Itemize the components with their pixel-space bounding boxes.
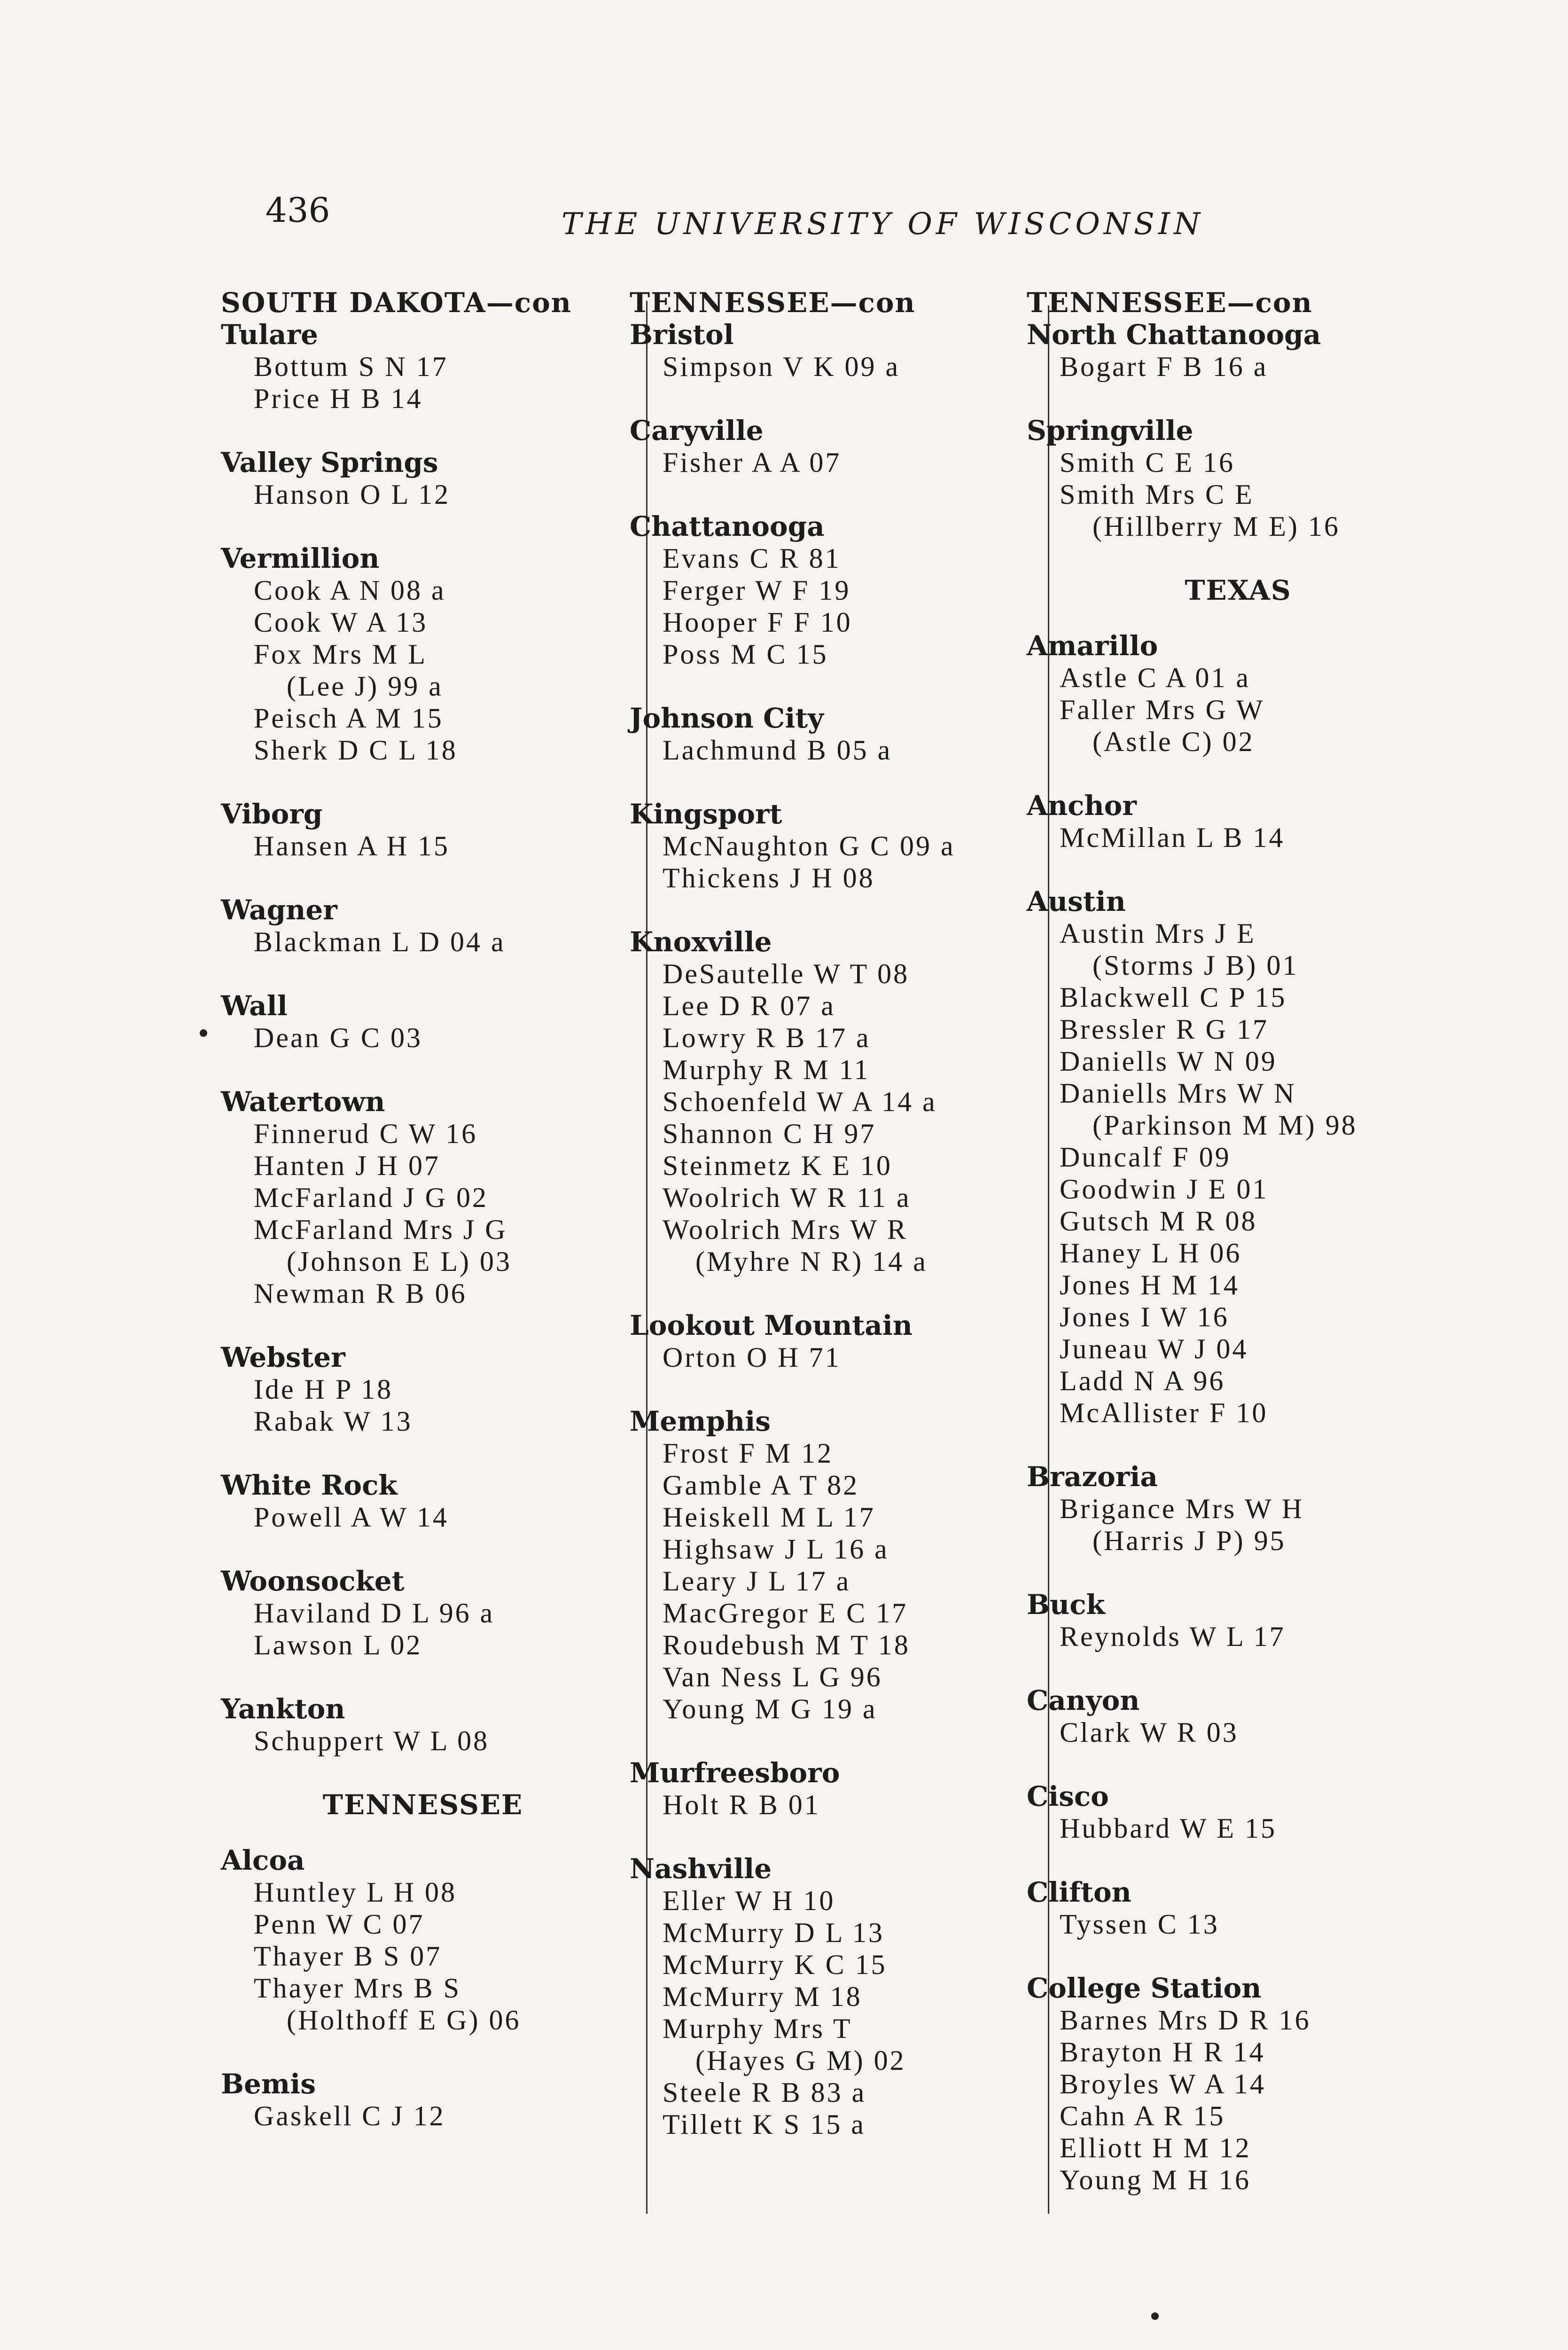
alumni-entry: (Storms J B) 01 (1092, 950, 1299, 981)
alumni-entry: Daniells W N 09 (1060, 1046, 1277, 1077)
town-block (1027, 1972, 1450, 2196)
town-block (1027, 630, 1450, 758)
alumni-entry: Broyles W A 14 (1060, 2068, 1266, 2099)
alumni-entry: Astle C A 01 a (1060, 662, 1251, 693)
alumni-entry: (Parkinson M M) 98 (1092, 1110, 1357, 1141)
alumni-entry: Faller Mrs G W (1060, 694, 1265, 725)
alumni-entry: (Astle C) 02 (1092, 726, 1255, 757)
alumni-entry: Woolrich W R 11 a (663, 1182, 911, 1213)
town-block (221, 319, 625, 415)
town-block (630, 415, 1043, 478)
alumni-entry: Clark W R 03 (1060, 1717, 1239, 1748)
state-heading: SOUTH DAKOTA—con (221, 287, 572, 319)
town-block (1027, 415, 1450, 542)
column-3 (1027, 287, 1450, 2228)
alumni-entry: Ladd N A 96 (1060, 1365, 1225, 1396)
town-name: Bemis (221, 2068, 316, 2100)
town-name: Yankton (221, 1693, 345, 1725)
alumni-entry: Jones I W 16 (1060, 1301, 1229, 1332)
town-block (1027, 1876, 1450, 1940)
alumni-entry: Reynolds W L 17 (1060, 1621, 1286, 1652)
alumni-entry: McAllister F 10 (1060, 1397, 1268, 1428)
alumni-entry: Haney L H 06 (1060, 1238, 1242, 1269)
town-block (1027, 1461, 1450, 1557)
alumni-entry: Lachmund B 05 a (663, 735, 892, 766)
alumni-entry: Peisch A M 15 (254, 703, 444, 734)
town-name: Alcoa (221, 1844, 305, 1876)
alumni-entry: Cahn A R 15 (1060, 2100, 1225, 2131)
town-name: College Station (1027, 1972, 1262, 2004)
alumni-entry: Thickens J H 08 (663, 862, 875, 893)
alumni-entry: McMillan L B 14 (1060, 822, 1285, 853)
alumni-entry: Barnes Mrs D R 16 (1060, 2005, 1311, 2036)
town-name: Wall (221, 990, 288, 1022)
alumni-entry: Leary J L 17 a (663, 1566, 851, 1597)
town-name: Murfreesboro (630, 1757, 840, 1789)
alumni-entry: Lowry R B 17 a (663, 1022, 871, 1053)
alumni-entry: Ferger W F 19 (663, 575, 851, 606)
alumni-entry: Eller W H 10 (663, 1885, 835, 1916)
alumni-entry: Goodwin J E 01 (1060, 1174, 1269, 1205)
town-block (630, 1853, 1043, 2140)
alumni-entry: Sherk D C L 18 (254, 735, 458, 766)
town-block (630, 1309, 1043, 1373)
alumni-entry: Elliott H M 12 (1060, 2132, 1251, 2163)
town-name: Springville (1027, 415, 1194, 446)
alumni-entry: Haviland D L 96 a (254, 1598, 495, 1629)
town-block (630, 1405, 1043, 1725)
alumni-entry: Steinmetz K E 10 (663, 1150, 892, 1181)
town-name: Bristol (630, 319, 734, 351)
alumni-entry: Penn W C 07 (254, 1909, 425, 1940)
town-block (1027, 885, 1450, 1429)
town-block (221, 1086, 625, 1309)
alumni-entry: Tyssen C 13 (1060, 1909, 1219, 1940)
alumni-entry: Steele R B 83 a (663, 2077, 866, 2108)
town-block (630, 510, 1043, 670)
alumni-entry: Smith Mrs C E (1060, 479, 1254, 510)
alumni-entry: Hubbard W E 15 (1060, 1813, 1277, 1844)
alumni-entry: Newman R B 06 (254, 1278, 467, 1309)
alumni-entry: Heiskell M L 17 (663, 1502, 875, 1533)
town-name: Cisco (1027, 1780, 1109, 1812)
state-heading: TENNESSEE—con (1027, 287, 1313, 319)
town-name: Kingsport (630, 798, 782, 830)
town-block (221, 1341, 625, 1437)
state-heading: TENNESSEE—con (630, 287, 916, 319)
town-block (630, 702, 1043, 766)
town-name: Memphis (630, 1405, 771, 1437)
alumni-entry: Frost F M 12 (663, 1438, 834, 1469)
alumni-entry: (Holthoff E G) 06 (287, 2005, 521, 2036)
alumni-entry: Hooper F F 10 (663, 607, 852, 638)
alumni-entry: Thayer B S 07 (254, 1941, 442, 1972)
alumni-entry: Blackwell C P 15 (1060, 982, 1287, 1013)
town-name: Tulare (221, 319, 319, 351)
town-name: Johnson City (630, 702, 824, 734)
alumni-entry: Duncalf F 09 (1060, 1142, 1231, 1173)
alumni-entry: Dean G C 03 (254, 1022, 422, 1053)
column-1 (221, 287, 625, 2164)
alumni-entry: Roudebush M T 18 (663, 1629, 910, 1661)
town-block (1027, 1780, 1450, 1844)
print-speck (200, 1029, 207, 1037)
town-name: Vermillion (221, 542, 380, 574)
alumni-entry: McMurry K C 15 (663, 1949, 887, 1980)
alumni-entry: Woolrich Mrs W R (663, 1214, 908, 1245)
alumni-entry: Lee D R 07 a (663, 990, 835, 1021)
town-name: Brazoria (1027, 1461, 1158, 1493)
alumni-entry: Young M H 16 (1060, 2164, 1251, 2195)
town-block (221, 1844, 625, 2036)
alumni-entry: Holt R B 01 (663, 1789, 820, 1820)
alumni-entry: (Hayes G M) 02 (695, 2045, 906, 2076)
town-name: Caryville (630, 415, 764, 446)
alumni-entry: Rabak W 13 (254, 1406, 413, 1437)
alumni-entry: Cook W A 13 (254, 607, 428, 638)
town-block (221, 2068, 625, 2132)
alumni-entry: Jones H M 14 (1060, 1269, 1240, 1300)
alumni-entry: Lawson L 02 (254, 1629, 422, 1661)
alumni-entry: Schoenfeld W A 14 a (663, 1086, 937, 1117)
state-heading: TENNESSEE (322, 1789, 523, 1821)
town-block (1027, 1589, 1450, 1653)
town-block (221, 798, 625, 862)
town-block (221, 1469, 625, 1533)
alumni-entry: Price H B 14 (254, 383, 423, 414)
town-name: Clifton (1027, 1876, 1131, 1908)
alumni-entry: Thayer Mrs B S (254, 1973, 461, 2004)
town-name: Nashville (630, 1853, 772, 1885)
town-block (1027, 319, 1450, 383)
alumni-entry: Bressler R G 17 (1060, 1014, 1269, 1045)
alumni-entry: Ide H P 18 (254, 1374, 393, 1405)
alumni-entry: Fisher A A 07 (663, 447, 842, 478)
town-block (630, 1757, 1043, 1821)
alumni-entry: Simpson V K 09 a (663, 351, 900, 382)
town-block (630, 319, 1043, 383)
town-name: Canyon (1027, 1684, 1140, 1716)
town-block (221, 446, 625, 510)
running-title: THE UNIVERSITY OF WISCONSIN (562, 207, 1204, 242)
alumni-entry: Daniells Mrs W N (1060, 1078, 1296, 1109)
town-block (1027, 790, 1450, 854)
town-name: Lookout Mountain (630, 1309, 913, 1341)
town-name: Buck (1027, 1589, 1105, 1621)
town-block (221, 990, 625, 1054)
alumni-entry: McMurry D L 13 (663, 1917, 885, 1948)
alumni-entry: Murphy R M 11 (663, 1054, 870, 1085)
alumni-entry: Blackman L D 04 a (254, 926, 506, 957)
town-name: Knoxville (630, 926, 772, 958)
alumni-entry: (Harris J P) 95 (1092, 1525, 1286, 1556)
town-name: Woonsocket (221, 1565, 405, 1597)
alumni-entry: Gutsch M R 08 (1060, 1206, 1257, 1237)
alumni-entry: Schuppert W L 08 (254, 1725, 490, 1756)
alumni-entry: Hanten J H 07 (254, 1150, 440, 1181)
alumni-entry: Murphy Mrs T (663, 2013, 852, 2044)
town-block (221, 894, 625, 958)
town-name: Amarillo (1027, 630, 1158, 662)
alumni-entry: Tillett K S 15 a (663, 2109, 866, 2140)
alumni-entry: MacGregor E C 17 (663, 1598, 908, 1629)
alumni-entry: Huntley L H 08 (254, 1877, 457, 1908)
alumni-entry: Poss M C 15 (663, 639, 828, 670)
town-name: White Rock (221, 1469, 398, 1501)
alumni-entry: Brayton H R 14 (1060, 2037, 1265, 2068)
alumni-entry: Orton O H 71 (663, 1342, 841, 1373)
alumni-entry: Cook A N 08 a (254, 575, 446, 606)
town-block (630, 926, 1043, 1277)
alumni-entry: Juneau W J 04 (1060, 1333, 1248, 1364)
alumni-entry: (Johnson E L) 03 (287, 1246, 512, 1277)
alumni-entry: Bottum S N 17 (254, 351, 448, 382)
town-name: Austin (1027, 885, 1126, 917)
town-name: Chattanooga (630, 510, 825, 542)
alumni-entry: McNaughton G C 09 a (663, 830, 955, 862)
town-name: Viborg (221, 798, 323, 830)
town-block (221, 1693, 625, 1757)
alumni-entry: Powell A W 14 (254, 1502, 449, 1533)
alumni-entry: Fox Mrs M L (254, 639, 428, 670)
alumni-entry: Highsaw J L 16 a (663, 1534, 889, 1565)
alumni-entry: Hansen A H 15 (254, 830, 450, 862)
alumni-entry: (Hillberry M E) 16 (1092, 511, 1340, 542)
alumni-entry: Bogart F B 16 a (1060, 351, 1268, 382)
alumni-entry: McMurry M 18 (663, 1981, 862, 2012)
state-heading: TEXAS (1185, 574, 1292, 606)
alumni-entry: Shannon C H 97 (663, 1118, 876, 1149)
town-name: Wagner (221, 894, 337, 926)
alumni-entry: Van Ness L G 96 (663, 1661, 882, 1692)
alumni-entry: Gaskell C J 12 (254, 2100, 445, 2131)
town-name: Anchor (1027, 790, 1137, 822)
alumni-entry: McFarland Mrs J G (254, 1214, 507, 1245)
town-name: Watertown (221, 1086, 385, 1118)
town-block (1027, 1684, 1450, 1748)
alumni-entry: Evans C R 81 (663, 543, 841, 574)
alumni-entry: Gamble A T 82 (663, 1470, 859, 1501)
alumni-entry: Finnerud C W 16 (254, 1118, 478, 1149)
alumni-entry: Young M G 19 a (663, 1693, 877, 1724)
alumni-entry: Austin Mrs J E (1060, 918, 1256, 949)
alumni-entry: DeSautelle W T 08 (663, 958, 910, 989)
town-name: North Chattanooga (1027, 319, 1321, 351)
page-number: 436 (265, 190, 330, 230)
town-block (221, 542, 625, 766)
town-block (221, 1565, 625, 1661)
town-name: Webster (221, 1341, 345, 1373)
alumni-entry: Smith C E 16 (1060, 447, 1235, 478)
column-2 (630, 287, 1043, 2172)
alumni-entry: McFarland J G 02 (254, 1182, 488, 1213)
alumni-entry: Hanson O L 12 (254, 479, 451, 510)
town-block (630, 798, 1043, 894)
alumni-entry: Brigance Mrs W H (1060, 1493, 1304, 1524)
alumni-entry: (Lee J) 99 a (287, 671, 443, 702)
alumni-entry: (Myhre N R) 14 a (695, 1246, 928, 1277)
print-speck (1151, 2312, 1159, 2320)
town-name: Valley Springs (221, 446, 438, 478)
